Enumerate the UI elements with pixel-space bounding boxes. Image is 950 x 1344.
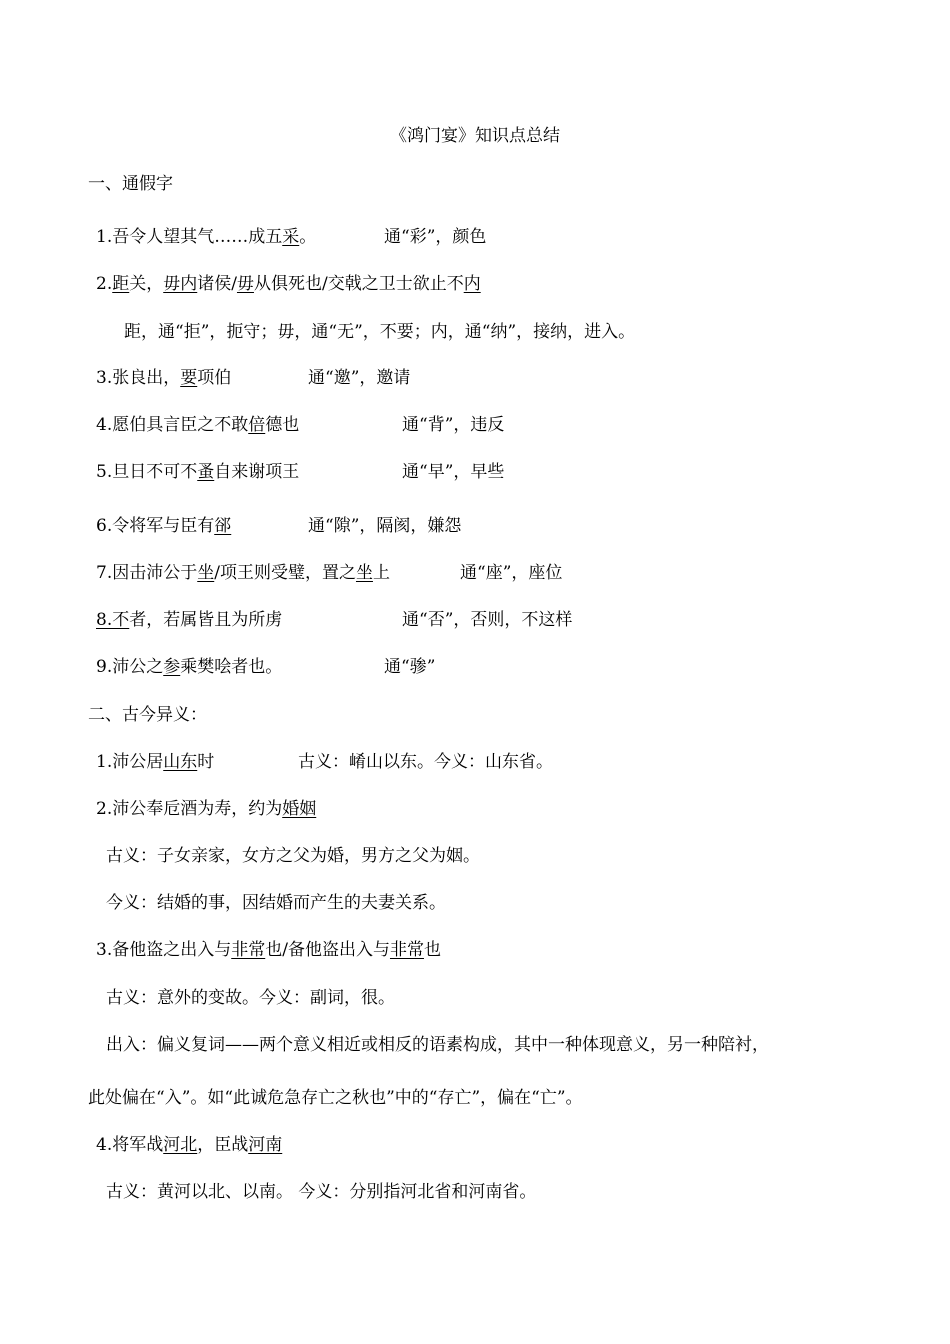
tongjia-note-7: 通“座”，座位 [460, 563, 563, 583]
tongjia-note-1: 通“彩”，颜色 [384, 227, 487, 247]
tongjia-item-5: 5.旦日不可不蚤自来谢项王 [96, 462, 300, 482]
section-heading-tongjiazi: 一、通假字 [88, 174, 173, 194]
tongjia-note-8: 通“否”，否则，不这样 [402, 610, 573, 630]
gujin-paragraph-3a: 出入：偏义复词——两个意义相近或相反的语素构成，其中一种体现意义，另一种陪衬， [106, 1035, 769, 1055]
tongjia-item-1: 1.吾令人望其气……成五采。 [96, 227, 317, 247]
tongjia-item-8: 8.不者，若属皆且为所虏 [96, 610, 283, 630]
gujin-note-4: 古义：黄河以北、以南。 今义：分别指河北省和河南省。 [106, 1182, 537, 1202]
gujin-item-2: 2.沛公奉卮酒为寿，约为婚姻 [96, 799, 317, 819]
gujin-modern-2: 今义：结婚的事，因结婚而产生的夫妻关系。 [106, 893, 446, 913]
gujin-paragraph-3b: 此处偏在“入”。如“此诚危急存亡之秋也”中的“存亡”，偏在“亡”。 [88, 1088, 583, 1108]
tongjia-item-7: 7.因击沛公于坐/项王则受璧，置之坐上 [96, 563, 390, 583]
tongjia-note-9: 通“骖” [384, 657, 436, 677]
tongjia-note-5: 通“早”，早些 [402, 462, 505, 482]
tongjia-note-6: 通“隙”，隔阂，嫌怨 [308, 516, 462, 536]
tongjia-item-2: 2.距关，毋内诸侯/毋从俱死也/交戟之卫士欲止不内 [96, 274, 481, 294]
gujin-item-1: 1.沛公居山东时 [96, 752, 215, 772]
gujin-note-1: 古义：崤山以东。今义：山东省。 [298, 752, 553, 772]
gujin-ancient-2: 古义：子女亲家，女方之父为婚，男方之父为姻。 [106, 846, 480, 866]
tongjia-item-3: 3.张良出，要项伯 [96, 368, 232, 388]
gujin-item-3: 3.备他盗之出入与非常也/备他盗出入与非常也 [96, 940, 441, 960]
tongjia-item-6: 6.令将军与臣有郤 [96, 516, 232, 536]
tongjia-item-9: 9.沛公之参乘樊哙者也。 [96, 657, 283, 677]
gujin-ancient-3: 古义：意外的变故。今义：副词，很。 [106, 988, 395, 1008]
gujin-item-4: 4.将军战河北，臣战河南 [96, 1135, 283, 1155]
tongjia-note-3: 通“邀”，邀请 [308, 368, 411, 388]
tongjia-note-4: 通“背”，违反 [402, 415, 505, 435]
tongjia-explain-2: 距，通“拒”，扼守；毋，通“无”，不要；内，通“纳”，接纳，进入。 [124, 322, 636, 342]
document-title: 《鸿门宴》知识点总结 [390, 126, 560, 146]
section-heading-gujinyiyi: 二、古今异义： [88, 705, 207, 725]
tongjia-item-4: 4.愿伯具言臣之不敢倍德也 [96, 415, 300, 435]
